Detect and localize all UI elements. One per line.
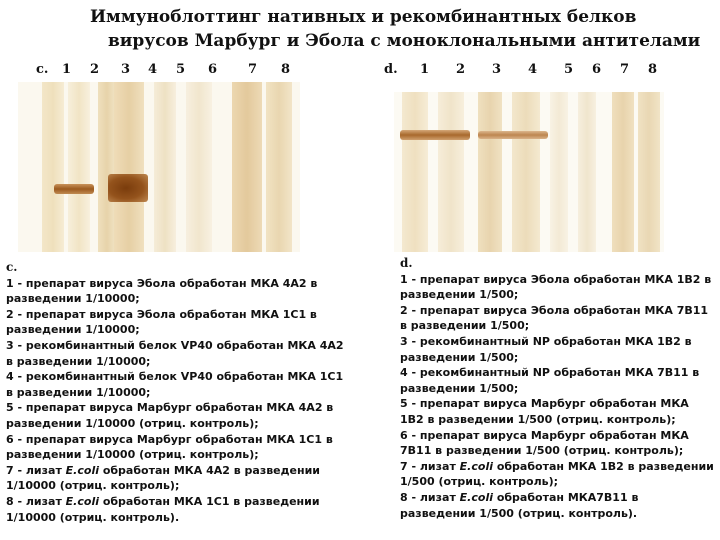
blot-d-strip-2	[438, 92, 464, 252]
title-line-2: вирусов Марбург и Эбола с моноклональными антителами	[108, 31, 701, 51]
panel-c-lane-1: 1	[62, 62, 72, 77]
blot-c-band-lane-4	[108, 174, 148, 202]
legend-d-item-6: 6 - препарат вируса Марбург обработан МКА 7В11 в разведении 1/500 (отриц. контроль);	[400, 428, 689, 458]
panel-d-lane-4: 4	[528, 62, 538, 77]
legend-d-item-5: 5 - препарат вируса Марбург обработан МКА 1В2 в разведении 1/500 (отриц. контроль);	[400, 397, 689, 426]
legend-c-item-8-suffix: обработан МКА 1С1 в разведении 1/10000 (отриц. контроль).	[6, 494, 320, 524]
panel-c-lane-5: 5	[176, 62, 186, 77]
title-line-1: Иммуноблоттинг нативных и рекомбинантных белков	[90, 7, 637, 27]
legend-d-item-7	[400, 459, 714, 490]
legend-d	[400, 256, 714, 521]
panel-d-lane-1: 1	[420, 62, 430, 77]
legend-d-item-8-suffix: обработан МКА7В11 в разведении 1/500 (отриц. контроль).	[400, 490, 639, 520]
blot-c-strip-2	[68, 82, 90, 252]
panel-d-lane-5: 5	[564, 62, 574, 77]
blot-d-strip-4	[512, 92, 540, 252]
panel-d-lane-8: 8	[648, 62, 658, 77]
legend-c-item-4: 4 - рекомбинантный белок VP40 обработан МКА 1С1 в разведении 1/10000;	[6, 370, 344, 399]
panel-d-lane-7: 7	[620, 62, 630, 77]
blot-c-strip-5	[154, 82, 176, 252]
blot-c-strip-8	[266, 82, 292, 252]
blot-d-strip-1	[402, 92, 428, 252]
legend-d-item-7-suffix: обработан МКА 1В2 в разведении 1/500 (отриц. контроль);	[400, 459, 714, 489]
panel-c-lane-3: 3	[121, 62, 131, 77]
panel-d-lane-2: 2	[456, 62, 466, 77]
legend-d-heading: d.	[400, 256, 413, 270]
legend-d-item-3: 3 - рекомбинантный NP обработан МКА 1В2 в разведении 1/500;	[400, 334, 692, 364]
blot-d-strip-7	[612, 92, 634, 252]
panel-c-lane-6: 6	[208, 62, 218, 77]
legend-c-item-1: 1 - препарат вируса Эбола обработан МКА 4А2 в разведении 1/10000;	[6, 276, 318, 306]
legend-d-item-8	[400, 490, 714, 521]
blot-d-strip-8	[638, 92, 660, 252]
blot-c-band-lane-2	[54, 184, 94, 194]
legend-c-item-5: 5 - препарат вируса Марбург обработан МКА 4А2 в разведении 1/10000 (отриц. контроль);	[6, 401, 334, 430]
legend-d-item-1: 1 - препарат вируса Эбола обработан МКА 1В2 в разведении 1/500;	[400, 272, 712, 302]
legend-c-item-7	[6, 463, 346, 494]
panel-c-lane-4: 4	[148, 62, 158, 77]
legend-c	[6, 260, 346, 525]
panel-d-lane-6: 6	[592, 62, 602, 77]
legend-c-item-8-species: E.coli	[65, 494, 99, 508]
blot-d-strip-3	[478, 92, 502, 252]
panel-c-lane-8: 8	[281, 62, 291, 77]
blot-c-strip-7	[232, 82, 262, 252]
panel-c-lane-7: 7	[248, 62, 258, 77]
blot-d-strip-6	[578, 92, 596, 252]
legend-c-item-7-prefix: 7 - лизат	[6, 463, 66, 477]
blot-d-band-lanes-3-4	[478, 131, 548, 139]
legend-d-item-8-species: E.coli	[459, 490, 493, 504]
blot-c-strip-4	[114, 82, 144, 252]
blot-d-strip-5	[550, 92, 568, 252]
legend-d-item-8-prefix: 8 - лизат	[400, 490, 460, 504]
legend-c-item-8	[6, 494, 346, 525]
blot-image-d	[394, 92, 664, 252]
blot-c-strip-1	[42, 82, 64, 252]
legend-c-heading: c.	[6, 260, 18, 274]
panel-d-label: d.	[384, 62, 398, 77]
blot-image-c	[18, 82, 300, 252]
legend-c-item-6: 6 - препарат вируса Марбург обработан МКА 1С1 в разведении 1/10000 (отриц. контроль);	[6, 432, 333, 462]
blot-c-strip-6	[186, 82, 212, 252]
panel-d-lane-3: 3	[492, 62, 502, 77]
legend-d-item-4: 4 - рекомбинантный NP обработан МКА 7В11 в разведении 1/500;	[400, 366, 700, 395]
blot-d-band-lanes-1-2	[400, 130, 470, 140]
legend-d-item-7-prefix: 7 - лизат	[400, 459, 460, 473]
panel-c-lane-2: 2	[90, 62, 100, 77]
legend-c-item-3: 3 - рекомбинантный белок VP40 обработан МКА 4А2 в разведении 1/10000;	[6, 338, 344, 368]
legend-d-item-2: 2 - препарат вируса Эбола обработан МКА 7В11 в разведении 1/500;	[400, 303, 709, 333]
legend-c-item-2: 2 - препарат вируса Эбола обработан МКА 1С1 в разведении 1/10000;	[6, 307, 317, 337]
legend-c-item-7-species: E.coli	[65, 463, 99, 477]
legend-c-item-7-suffix: обработан МКА 4А2 в разведении 1/10000 (отриц. контроль);	[6, 463, 321, 493]
panel-c-label: c.	[36, 62, 49, 77]
legend-c-item-8-prefix: 8 - лизат	[6, 494, 66, 508]
legend-d-item-7-species: E.coli	[459, 459, 493, 473]
